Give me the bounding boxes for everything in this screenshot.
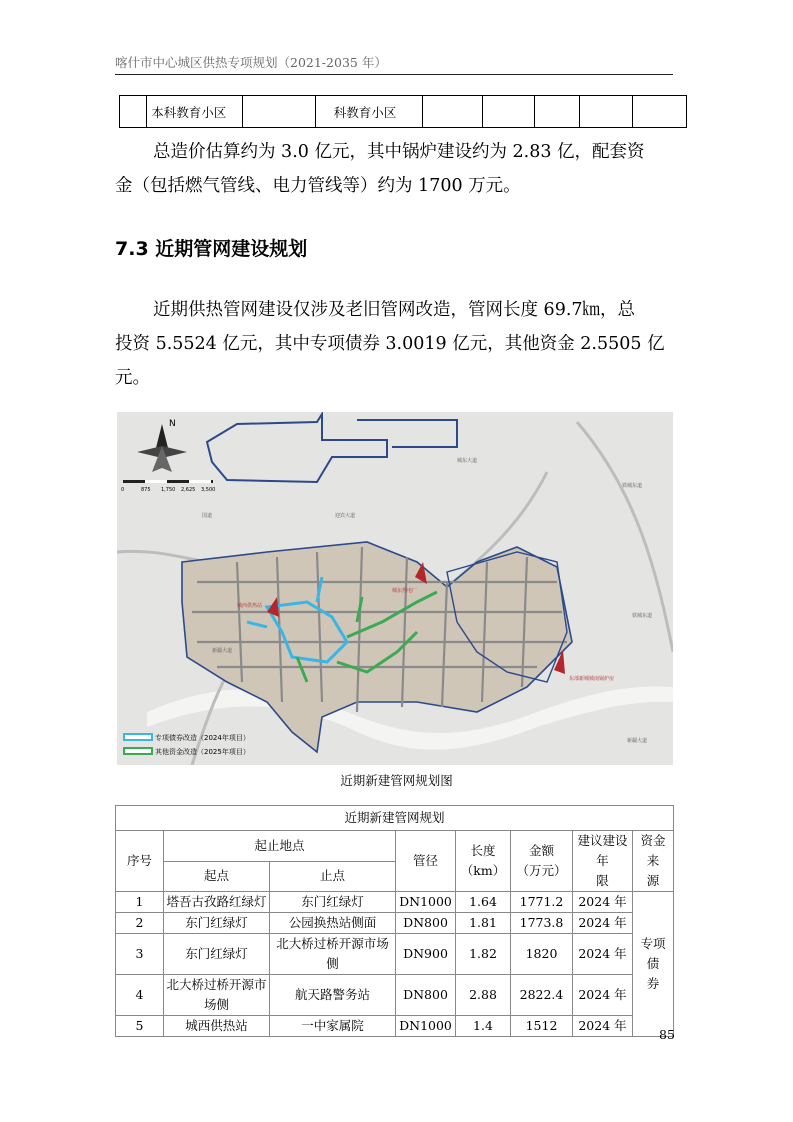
table-header-row	[116, 831, 674, 862]
road-label: 城东大道	[457, 458, 478, 464]
table-cell	[632, 96, 686, 128]
paragraph-line: 总造价估算约为 3.0 亿元，其中锅炉建设约为 2.83 亿，配套资	[153, 142, 645, 162]
cell-start: 塔吾古孜路红绿灯	[164, 892, 270, 913]
legend-swatch-green	[124, 748, 152, 754]
road-label: 迎宾大道	[335, 513, 356, 519]
cell-start	[164, 975, 270, 1016]
header-length-unit: （km）	[460, 863, 506, 878]
road-label: 新疆大道	[627, 738, 648, 744]
map-graphic	[117, 412, 673, 765]
road-label: 新疆大道	[212, 648, 233, 654]
cell-start-line: 北大桥过桥开源市	[166, 977, 267, 992]
cell-no: 2	[116, 913, 164, 934]
legend-label: 其他资金改造（2025年项目）	[155, 748, 250, 756]
cell-length: 1.64	[456, 892, 511, 913]
cell-end: 东门红绿灯	[270, 892, 396, 913]
scale-label: 3,500	[201, 487, 216, 493]
header-amount-label: 金额	[528, 843, 554, 858]
table-row	[120, 96, 687, 128]
cell-year: 2024 年	[573, 1016, 633, 1037]
cell-start: 城西供热站	[164, 1016, 270, 1037]
cell-amount: 1773.8	[511, 913, 573, 934]
cell-amount: 1820	[511, 934, 573, 975]
road-label: 铁城东道	[632, 613, 653, 619]
map-caption: 近期新建管网规划图	[340, 773, 453, 788]
header-start: 起点	[164, 861, 270, 892]
paragraph-line: 近期供热管网建设仅涉及老旧管网改造，管网长度 69.7㎞，总	[153, 300, 636, 320]
cell-year: 2024 年	[573, 913, 633, 934]
cell-end: 一中家属院	[270, 1016, 396, 1037]
header-amount	[511, 831, 573, 892]
paragraph-line: 投资 5.5524 亿元，其中专项债券 3.0019 亿元，其他资金 2.5505 亿	[115, 334, 665, 354]
north-label: N	[169, 419, 176, 429]
road-label: 铁城东道	[622, 483, 643, 489]
table-row	[116, 892, 674, 913]
section-heading	[115, 234, 307, 261]
table-cell	[535, 96, 580, 128]
header-span: 起止地点	[164, 831, 396, 862]
cell-no: 1	[116, 892, 164, 913]
continued-table	[119, 95, 687, 128]
pipe-network-map	[117, 412, 673, 765]
table-cell: 科教育小区	[315, 96, 423, 128]
cell-year: 2024 年	[573, 975, 633, 1016]
table-row	[116, 913, 674, 934]
cell-no: 5	[116, 1016, 164, 1037]
pipe-network-table	[115, 805, 674, 1037]
cell-diameter: DN1000	[396, 1016, 456, 1037]
cell-no: 4	[116, 975, 164, 1016]
cell-amount: 1771.2	[511, 892, 573, 913]
header-fund-label: 资金来	[640, 833, 666, 868]
header-no: 序号	[116, 831, 164, 892]
header-year-label-2: 限	[596, 873, 609, 888]
section-paragraph	[115, 293, 681, 395]
cell-end: 公园换热站侧面	[270, 913, 396, 934]
table-title: 近期新建管网规划	[116, 806, 674, 831]
cell-length: 2.88	[456, 975, 511, 1016]
table-row	[116, 975, 674, 1016]
cell-diameter: DN800	[396, 975, 456, 1016]
table-row	[116, 1016, 674, 1037]
table-cell	[120, 96, 147, 128]
fund-source-label: 专项债	[640, 936, 666, 971]
scale-label: 875	[141, 487, 151, 493]
cell-end: 北大桥过桥开源市场侧	[270, 934, 396, 975]
header-end: 止点	[270, 861, 396, 892]
cell-length: 1.4	[456, 1016, 511, 1037]
table-cell	[423, 96, 482, 128]
cell-length: 1.82	[456, 934, 511, 975]
cell-amount: 2822.4	[511, 975, 573, 1016]
header-length	[456, 831, 511, 892]
section-title: 近期管网建设规划	[155, 238, 308, 260]
station-label: 城西供热站	[237, 603, 263, 609]
header-year-label: 建议建设年	[577, 833, 628, 868]
cell-start-line-2: 场侧	[203, 997, 229, 1012]
cell-length: 1.81	[456, 913, 511, 934]
scale-label: 2,625	[181, 487, 196, 493]
paragraph-line: 金（包括燃气管线、电力管线等）约为 1700 万元。	[115, 176, 521, 196]
intro-paragraph	[115, 135, 681, 203]
header-year	[573, 831, 633, 892]
cell-fund-source	[633, 892, 674, 1037]
running-header: 喀什市中心城区供热专项规划（2021-2035 年）	[115, 55, 387, 70]
legend-swatch-blue	[124, 734, 152, 740]
cell-amount: 1512	[511, 1016, 573, 1037]
table-cell: 本科教育小区	[147, 96, 242, 128]
cell-diameter: DN900	[396, 934, 456, 975]
fund-source-label-2: 券	[646, 976, 660, 991]
table-cell	[482, 96, 534, 128]
header-amount-unit: （万元）	[516, 863, 567, 878]
header-rule	[115, 74, 673, 75]
section-number: 7.3	[115, 238, 149, 260]
station-label: 东部新城城南锅炉房	[569, 676, 615, 682]
header-fund	[633, 831, 674, 892]
cell-year: 2024 年	[573, 934, 633, 975]
header-fund-label-2: 源	[646, 873, 660, 888]
cell-start: 东门红绿灯	[164, 934, 270, 975]
cell-diameter: DN800	[396, 913, 456, 934]
table-title-row	[116, 806, 674, 831]
road-label: 国道	[202, 513, 213, 519]
cell-start: 东门红绿灯	[164, 913, 270, 934]
legend-label: 专项债券改造（2024年项目）	[155, 734, 250, 742]
table-cell	[580, 96, 632, 128]
header-length-label: 长度	[470, 843, 496, 858]
table-cell	[242, 96, 315, 128]
cell-diameter: DN1000	[396, 892, 456, 913]
page-number: 85	[659, 1027, 675, 1042]
paragraph-line: 元。	[115, 368, 150, 388]
cell-end: 航天路警务站	[270, 975, 396, 1016]
cell-no: 3	[116, 934, 164, 975]
scale-label: 1,750	[161, 487, 176, 493]
station-label: 城东热电厂	[392, 588, 418, 594]
scale-label: 0	[121, 487, 125, 493]
table-row	[116, 934, 674, 975]
header-diameter: 管径	[396, 831, 456, 892]
cell-year: 2024 年	[573, 892, 633, 913]
